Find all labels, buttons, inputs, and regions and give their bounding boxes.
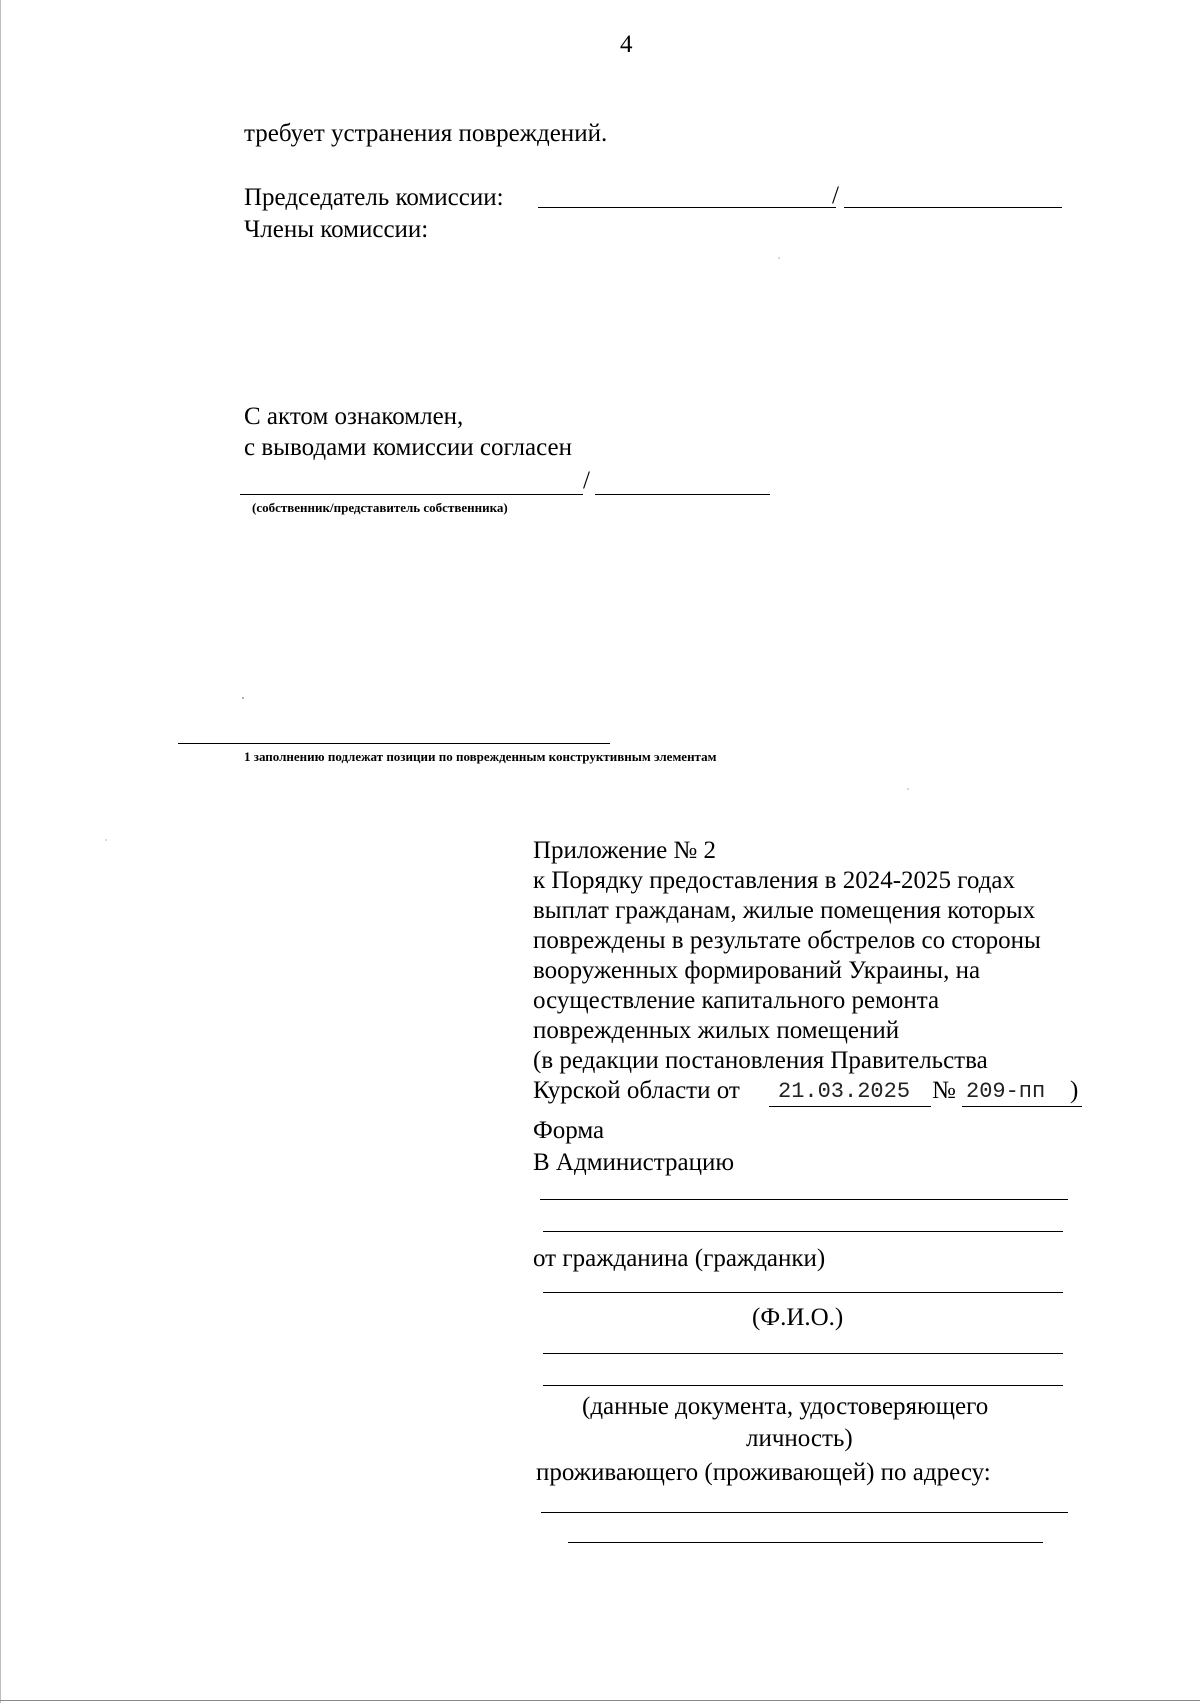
appendix-line: повреждены в результате обстрелов со стороны [533, 927, 1041, 954]
owner-signature-line [240, 494, 583, 495]
chairman-signature-line [538, 207, 836, 208]
residing-label: проживающего (проживающей) по адресу: [536, 1459, 991, 1486]
members-label: Члены комиссии: [244, 216, 429, 243]
from-citizen: от гражданина (гражданки) [533, 1245, 826, 1272]
chairman-slash: / [832, 182, 839, 209]
form-label: Форма [533, 1117, 605, 1144]
close-paren: ) [1070, 1077, 1079, 1104]
owner-slash: / [583, 467, 590, 494]
id-caption-1: (данные документа, удостоверяющего [582, 1393, 989, 1420]
footnote-separator [178, 743, 610, 744]
appendix-line: к Порядку предоставления в 2024-2025 годах [533, 867, 1016, 894]
ack-line-1: С актом ознакомлен, [244, 403, 464, 430]
appendix-line: вооруженных формирований Украины, на [533, 957, 981, 984]
owner-name-line [595, 494, 770, 495]
date-underline [769, 1106, 931, 1107]
footnote-text: 1 заполнению подлежат позиции по поврежденным конструктивным элементам [244, 749, 717, 764]
scan-speck [105, 839, 107, 841]
number-sign: № [932, 1077, 956, 1104]
owner-caption: (собственник/представитель собственника) [252, 500, 508, 515]
address-line-2 [568, 1542, 1043, 1543]
scan-left-edge [0, 0, 1, 1703]
address-line-1 [541, 1512, 1068, 1513]
appendix-line: выплат гражданам, жилые помещения которых [533, 897, 1036, 924]
resolution-number: 209-пп [966, 1079, 1046, 1104]
number-underline [962, 1106, 1082, 1107]
scan-bottom-edge [0, 1700, 1200, 1701]
resolution-date: 21.03.2025 [778, 1079, 911, 1104]
admin-line-2 [543, 1231, 1063, 1232]
admin-line-1 [540, 1199, 1068, 1200]
scan-speck [242, 697, 244, 699]
continuation-text: требует устранения повреждений. [244, 120, 608, 147]
id-line-1 [543, 1353, 1063, 1354]
chairman-label: Председатель комиссии: [244, 184, 504, 211]
appendix-line: (в редакции постановления Правительства [533, 1047, 988, 1074]
page-number: 4 [620, 31, 633, 58]
ack-line-2: с выводами комиссии согласен [244, 434, 572, 461]
scan-speck [778, 257, 780, 259]
appendix-title: Приложение № 2 [533, 837, 717, 864]
chairman-name-line [844, 207, 1062, 208]
id-caption-2: личность) [746, 1425, 853, 1452]
to-administration: В Администрацию [533, 1149, 735, 1176]
scan-speck [907, 788, 909, 790]
id-line-2 [543, 1385, 1063, 1386]
appendix-line: поврежденных жилых помещений [533, 1017, 900, 1044]
region-prefix: Курской области от [533, 1077, 740, 1104]
fio-caption: (Ф.И.О.) [752, 1304, 844, 1331]
fio-line [543, 1292, 1063, 1293]
appendix-line: осуществление капитального ремонта [533, 987, 940, 1014]
